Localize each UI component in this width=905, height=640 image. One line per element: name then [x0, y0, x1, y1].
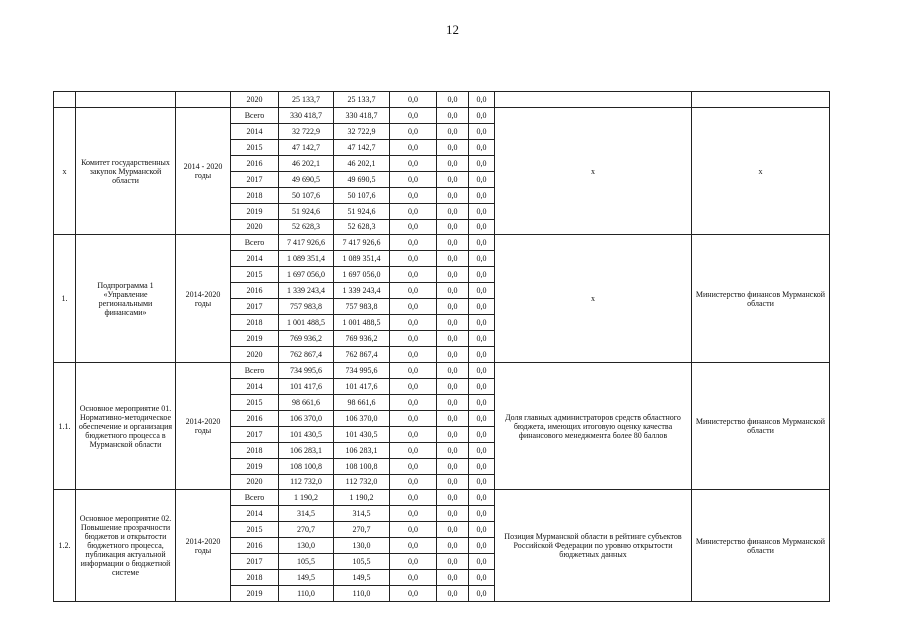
cell-total: 757 983,8: [279, 299, 334, 315]
cell-year: 2015: [231, 394, 279, 410]
cell-c3: 0,0: [469, 219, 495, 235]
cell-year: 2017: [231, 171, 279, 187]
cell-c1: 0,0: [390, 410, 437, 426]
cell-c3: 0,0: [469, 171, 495, 187]
cell-total: 49 690,5: [279, 171, 334, 187]
cell-c3: 0,0: [469, 187, 495, 203]
cell-c1: 0,0: [390, 570, 437, 586]
cell-year: 2015: [231, 139, 279, 155]
cell-c2: 0,0: [437, 394, 469, 410]
cell-total: 32 722,9: [279, 123, 334, 139]
cell-budget: 32 722,9: [334, 123, 390, 139]
cell-total: 101 417,6: [279, 378, 334, 394]
cell-year: 2018: [231, 187, 279, 203]
cell-c1: 0,0: [390, 490, 437, 506]
cell-budget: 47 142,7: [334, 139, 390, 155]
cell-c3: 0,0: [469, 410, 495, 426]
cell-budget: 130,0: [334, 538, 390, 554]
cell-c3: 0,0: [469, 155, 495, 171]
cell-c2: 0,0: [437, 554, 469, 570]
cell-total: 130,0: [279, 538, 334, 554]
cell-c2: 0,0: [437, 347, 469, 363]
cell-year: 2016: [231, 538, 279, 554]
cell-total: 47 142,7: [279, 139, 334, 155]
cell-c2: 0,0: [437, 251, 469, 267]
cell-c1: 0,0: [390, 235, 437, 251]
cell-c3: 0,0: [469, 362, 495, 378]
cell-budget: 52 628,3: [334, 219, 390, 235]
cell-num: 1.: [54, 235, 76, 363]
cell-budget: 101 430,5: [334, 426, 390, 442]
cell-c2: 0,0: [437, 378, 469, 394]
cell-c2: 0,0: [437, 267, 469, 283]
cell-c2: 0,0: [437, 92, 469, 108]
cell-indicator: Доля главных администраторов средств областного бюджета, имеющих итоговую оценку качества финансового менеджмента более 80 баллов: [495, 362, 692, 490]
cell-total: 330 418,7: [279, 107, 334, 123]
cell-c2: 0,0: [437, 570, 469, 586]
cell-indicator: х: [495, 235, 692, 363]
cell-year: 2015: [231, 522, 279, 538]
cell-total: 101 430,5: [279, 426, 334, 442]
cell-budget: 101 417,6: [334, 378, 390, 394]
cell-budget: 769 936,2: [334, 331, 390, 347]
budget-table-body: [54, 92, 830, 602]
cell-c2: 0,0: [437, 410, 469, 426]
cell-c3: 0,0: [469, 490, 495, 506]
cell-c2: 0,0: [437, 235, 469, 251]
cell-c2: 0,0: [437, 474, 469, 490]
cell-total: 762 867,4: [279, 347, 334, 363]
cell-c2: 0,0: [437, 458, 469, 474]
cell-budget: 1 339 243,4: [334, 283, 390, 299]
cell-c1: 0,0: [390, 538, 437, 554]
cell-year: 2016: [231, 155, 279, 171]
cell-budget: 112 732,0: [334, 474, 390, 490]
cell-total: 734 995,6: [279, 362, 334, 378]
cell-budget: 105,5: [334, 554, 390, 570]
cell-total: 1 001 488,5: [279, 315, 334, 331]
cell-year: 2018: [231, 315, 279, 331]
cell-c2: 0,0: [437, 171, 469, 187]
cell-year: 2014: [231, 378, 279, 394]
cell-budget: 110,0: [334, 586, 390, 602]
cell-total: 52 628,3: [279, 219, 334, 235]
cell-c1: 0,0: [390, 506, 437, 522]
table-row: [54, 92, 830, 108]
cell-budget: 106 370,0: [334, 410, 390, 426]
cell-c3: 0,0: [469, 315, 495, 331]
cell-budget: 270,7: [334, 522, 390, 538]
cell-name: Основное мероприятие 02. Повышение прозрачности бюджетов и открытости бюджетного процесса, публикация актуальной информации о бюджетной системе: [76, 490, 176, 602]
cell-budget: 149,5: [334, 570, 390, 586]
cell-total: 1 190,2: [279, 490, 334, 506]
cell-c2: 0,0: [437, 155, 469, 171]
table-row: [54, 362, 830, 378]
cell-c3: 0,0: [469, 283, 495, 299]
cell-budget: 734 995,6: [334, 362, 390, 378]
cell-year: 2020: [231, 474, 279, 490]
cell-budget: 98 661,6: [334, 394, 390, 410]
cell-total: 314,5: [279, 506, 334, 522]
cell-year: Всего: [231, 362, 279, 378]
budget-table: [53, 91, 830, 602]
cell-year: 2014: [231, 506, 279, 522]
cell-c1: 0,0: [390, 474, 437, 490]
cell-c2: 0,0: [437, 315, 469, 331]
cell-c3: 0,0: [469, 107, 495, 123]
cell-c3: 0,0: [469, 235, 495, 251]
cell-year: 2020: [231, 92, 279, 108]
cell-total: 112 732,0: [279, 474, 334, 490]
cell-budget: 106 283,1: [334, 442, 390, 458]
cell-total: 1 089 351,4: [279, 251, 334, 267]
cell-num: 1.2.: [54, 490, 76, 602]
cell-c1: 0,0: [390, 251, 437, 267]
cell-c2: 0,0: [437, 490, 469, 506]
table-row: [54, 490, 830, 506]
cell-year: 2014: [231, 123, 279, 139]
cell-num: 1.1.: [54, 362, 76, 490]
cell-c3: 0,0: [469, 92, 495, 108]
cell-c3: 0,0: [469, 251, 495, 267]
cell-total: 108 100,8: [279, 458, 334, 474]
cell-budget: 762 867,4: [334, 347, 390, 363]
cell-c1: 0,0: [390, 123, 437, 139]
cell-c2: 0,0: [437, 299, 469, 315]
cell-c1: 0,0: [390, 155, 437, 171]
cell-c2: 0,0: [437, 538, 469, 554]
cell-year: 2020: [231, 219, 279, 235]
cell-c3: 0,0: [469, 522, 495, 538]
cell-total: 149,5: [279, 570, 334, 586]
cell-executor: Министерство финансов Мурманской области: [692, 235, 830, 363]
page-number: 12: [446, 22, 459, 37]
cell-year: 2019: [231, 203, 279, 219]
table-row: [54, 107, 830, 123]
cell-c1: 0,0: [390, 315, 437, 331]
cell-c1: 0,0: [390, 426, 437, 442]
cell-c3: 0,0: [469, 538, 495, 554]
cell-executor: Министерство финансов Мурманской области: [692, 362, 830, 490]
table-row: [54, 235, 830, 251]
cell-c2: 0,0: [437, 522, 469, 538]
cell-indicator: Позиция Мурманской области в рейтинге субъектов Российской Федерации по уровню открытости бюджетных данных: [495, 490, 692, 602]
cell-total: 98 661,6: [279, 394, 334, 410]
cell-budget: 46 202,1: [334, 155, 390, 171]
cell-c1: 0,0: [390, 394, 437, 410]
cell-c1: 0,0: [390, 219, 437, 235]
cell-year: 2017: [231, 554, 279, 570]
cell-c1: 0,0: [390, 203, 437, 219]
cell-c2: 0,0: [437, 187, 469, 203]
cell-year: 2020: [231, 347, 279, 363]
cell-c1: 0,0: [390, 187, 437, 203]
cell-name: Комитет государственных закупок Мурманской области: [76, 107, 176, 235]
cell-c1: 0,0: [390, 267, 437, 283]
cell-c3: 0,0: [469, 554, 495, 570]
cell-period: 2014 - 2020 годы: [176, 107, 231, 235]
cell-total: 270,7: [279, 522, 334, 538]
cell-total: 769 936,2: [279, 331, 334, 347]
cell-c2: 0,0: [437, 123, 469, 139]
cell-c3: 0,0: [469, 426, 495, 442]
cell-c1: 0,0: [390, 522, 437, 538]
cell-total: 1 697 056,0: [279, 267, 334, 283]
cell-c1: 0,0: [390, 362, 437, 378]
cell-total: 105,5: [279, 554, 334, 570]
cell-executor: Министерство финансов Мурманской области: [692, 490, 830, 602]
cell-num: х: [54, 107, 76, 235]
cell-c2: 0,0: [437, 139, 469, 155]
cell-period: 2014-2020 годы: [176, 490, 231, 602]
cell-budget: 330 418,7: [334, 107, 390, 123]
cell-budget: 50 107,6: [334, 187, 390, 203]
cell-c3: 0,0: [469, 267, 495, 283]
cell-c1: 0,0: [390, 299, 437, 315]
cell-c3: 0,0: [469, 506, 495, 522]
cell-c2: 0,0: [437, 506, 469, 522]
cell-total: 7 417 926,6: [279, 235, 334, 251]
cell-budget: 25 133,7: [334, 92, 390, 108]
cell-year: 2014: [231, 251, 279, 267]
cell-indicator: х: [495, 107, 692, 235]
cell-budget: 51 924,6: [334, 203, 390, 219]
cell-c1: 0,0: [390, 107, 437, 123]
cell-budget: 7 417 926,6: [334, 235, 390, 251]
cell-total: 110,0: [279, 586, 334, 602]
cell-name: [76, 92, 176, 108]
cell-c2: 0,0: [437, 283, 469, 299]
cell-num: [54, 92, 76, 108]
cell-c3: 0,0: [469, 394, 495, 410]
cell-budget: 1 001 488,5: [334, 315, 390, 331]
cell-c1: 0,0: [390, 554, 437, 570]
cell-c3: 0,0: [469, 474, 495, 490]
cell-c3: 0,0: [469, 570, 495, 586]
cell-c2: 0,0: [437, 586, 469, 602]
cell-year: 2017: [231, 426, 279, 442]
cell-year: Всего: [231, 490, 279, 506]
cell-executor: [692, 92, 830, 108]
cell-c2: 0,0: [437, 426, 469, 442]
cell-c1: 0,0: [390, 139, 437, 155]
cell-period: 2014-2020 годы: [176, 362, 231, 490]
cell-year: 2017: [231, 299, 279, 315]
cell-year: 2019: [231, 458, 279, 474]
cell-c3: 0,0: [469, 123, 495, 139]
cell-c3: 0,0: [469, 378, 495, 394]
cell-c1: 0,0: [390, 347, 437, 363]
cell-total: 46 202,1: [279, 155, 334, 171]
cell-c2: 0,0: [437, 107, 469, 123]
cell-c2: 0,0: [437, 442, 469, 458]
cell-year: 2018: [231, 570, 279, 586]
cell-c1: 0,0: [390, 92, 437, 108]
cell-year: 2016: [231, 283, 279, 299]
cell-c3: 0,0: [469, 331, 495, 347]
cell-c1: 0,0: [390, 442, 437, 458]
cell-period: [176, 92, 231, 108]
cell-budget: 1 190,2: [334, 490, 390, 506]
cell-c2: 0,0: [437, 331, 469, 347]
cell-budget: 1 697 056,0: [334, 267, 390, 283]
cell-executor: х: [692, 107, 830, 235]
cell-budget: 314,5: [334, 506, 390, 522]
cell-name: Подпрограмма 1 «Управление региональными финансами»: [76, 235, 176, 363]
cell-c3: 0,0: [469, 299, 495, 315]
cell-c1: 0,0: [390, 458, 437, 474]
cell-total: 1 339 243,4: [279, 283, 334, 299]
cell-c3: 0,0: [469, 203, 495, 219]
cell-year: 2015: [231, 267, 279, 283]
cell-c1: 0,0: [390, 331, 437, 347]
cell-c3: 0,0: [469, 586, 495, 602]
cell-budget: 108 100,8: [334, 458, 390, 474]
cell-year: 2018: [231, 442, 279, 458]
cell-year: Всего: [231, 107, 279, 123]
cell-c1: 0,0: [390, 171, 437, 187]
cell-c2: 0,0: [437, 203, 469, 219]
cell-year: Всего: [231, 235, 279, 251]
cell-indicator: [495, 92, 692, 108]
cell-c1: 0,0: [390, 378, 437, 394]
cell-budget: 757 983,8: [334, 299, 390, 315]
cell-c3: 0,0: [469, 458, 495, 474]
cell-c1: 0,0: [390, 586, 437, 602]
cell-budget: 49 690,5: [334, 171, 390, 187]
cell-total: 25 133,7: [279, 92, 334, 108]
cell-c1: 0,0: [390, 283, 437, 299]
cell-c2: 0,0: [437, 219, 469, 235]
cell-year: 2019: [231, 331, 279, 347]
cell-c3: 0,0: [469, 442, 495, 458]
cell-year: 2019: [231, 586, 279, 602]
cell-period: 2014-2020 годы: [176, 235, 231, 363]
cell-c3: 0,0: [469, 347, 495, 363]
cell-total: 50 107,6: [279, 187, 334, 203]
cell-year: 2016: [231, 410, 279, 426]
cell-name: Основное мероприятие 01. Нормативно-методическое обеспечение и организация бюджетного процесса в Мурманской области: [76, 362, 176, 490]
cell-c2: 0,0: [437, 362, 469, 378]
cell-total: 51 924,6: [279, 203, 334, 219]
cell-budget: 1 089 351,4: [334, 251, 390, 267]
cell-c3: 0,0: [469, 139, 495, 155]
cell-total: 106 370,0: [279, 410, 334, 426]
cell-total: 106 283,1: [279, 442, 334, 458]
